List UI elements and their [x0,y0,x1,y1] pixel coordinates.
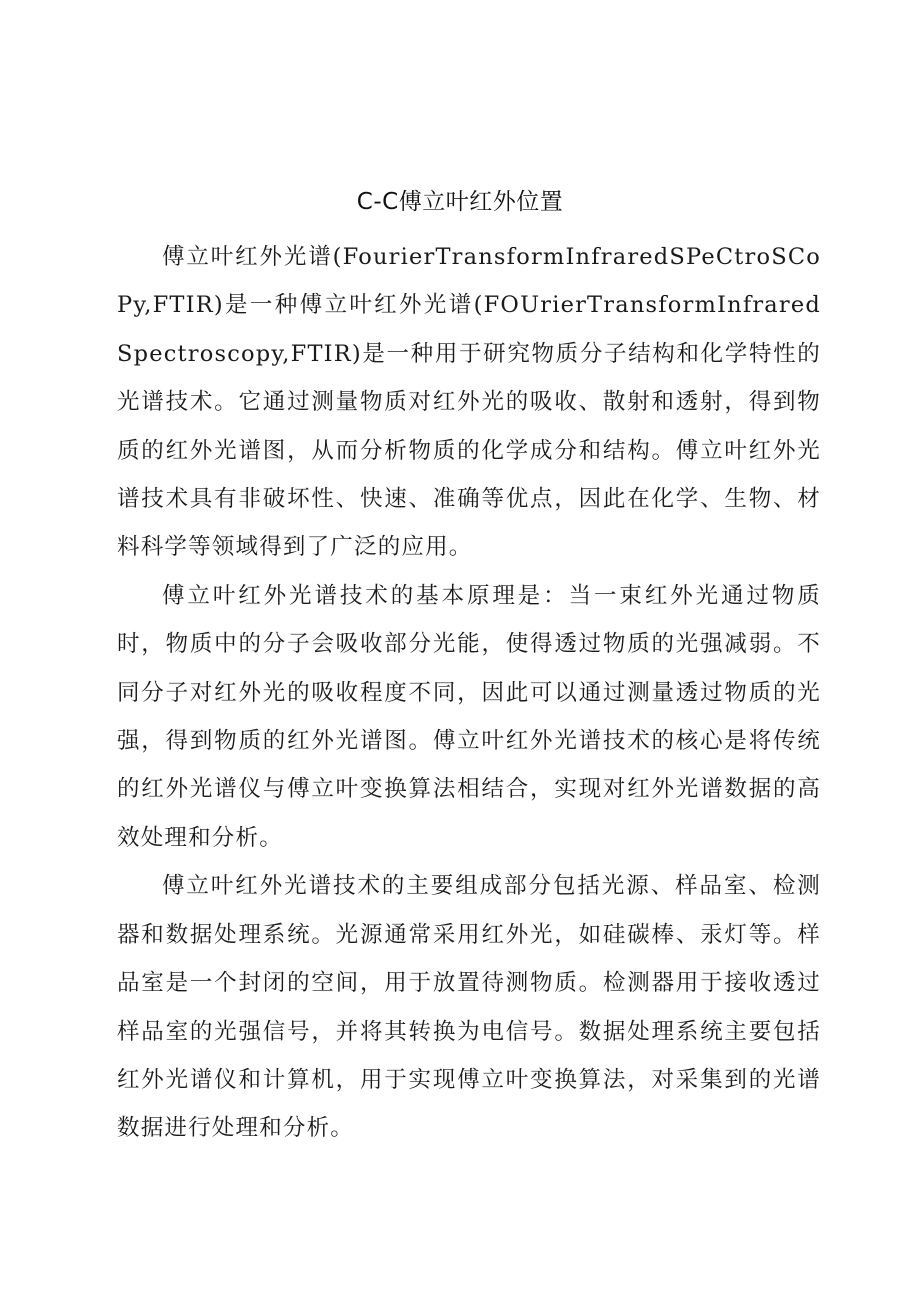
paragraph-principle: 傅立叶红外光谱技术的基本原理是：当一束红外光通过物质时，物质中的分子会吸收部分光能，使得透过物质的光强减弱。不同分子对红外光的吸收程度不同，因此可以通过测量透过物质的光强，得到物质的红外光谱图。傅立叶红外光谱技术的核心是将传统的红外光谱仪与傅立叶变换算法相结合，实现对红外光谱数据的高效处理和分析。 [117,582,821,851]
document-title: C-C傅立叶红外位置 [356,189,564,215]
paragraph-components: 傅立叶红外光谱技术的主要组成部分包括光源、样品室、检测器和数据处理系统。光源通常采用红外光，如硅碳棒、汞灯等。样品室是一个封闭的空间，用于放置待测物质。检测器用于接收透过样品室的光强信号，并将其转换为电信号。数据处理系统主要包括红外光谱仪和计算机，用于实现傅立叶变换算法，对采集到的光谱数据进行处理和分析。 [117,873,821,1142]
paragraph-intro: 傅立叶红外光谱(FourierTransformInfraredSPeCtroSCoPy,FTIR)是一种傅立叶红外光谱(FOUrierTransformInfraredSpectroscopy,FTIR)是一种用于研究物质分子结构和化学特性的光谱技术。它通过测量物质对红外光的吸收、散射和透射，得到物质的红外光谱图，从而分析物质的化学成分和结构。傅立叶红外光谱技术具有非破坏性、快速、准确等优点，因此在化学、生物、材料科学等领域得到了广泛的应用。 [117,244,821,561]
document-body [117,233,821,1153]
